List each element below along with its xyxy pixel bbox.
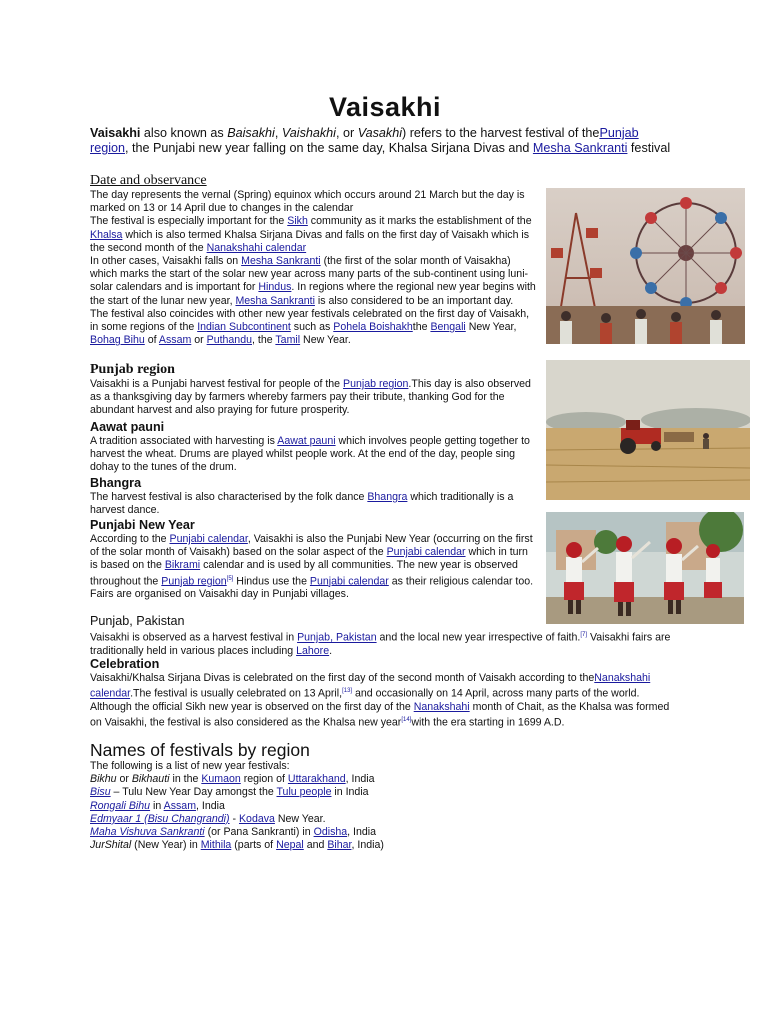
link-maha-vishuva-sankranti[interactable]: Maha Vishuva Sankranti [90,826,205,839]
text: , India [196,799,225,812]
link-hindus[interactable]: Hindus [258,281,292,294]
text: , the Punjabi new year falling on the same day, Khalsa Sirjana Divas and [125,141,533,155]
alt-name: Vaishakhi [281,126,336,140]
link-odisha[interactable]: Odisha [313,826,348,839]
paragraph [90,308,540,348]
text: The harvest festival is also characterised by the folk dance [90,491,368,503]
list-item [90,800,680,813]
text: , [274,126,282,140]
link-assam[interactable]: Assam [158,334,192,347]
link-bikrami[interactable]: Bikrami [164,559,201,572]
link-lahore[interactable]: Lahore [296,644,330,657]
text: or [191,334,207,347]
text: Vaisakhi is a Punjabi harvest festival for people of the [90,378,344,390]
link-punjab-pakistan[interactable]: Punjab, Pakistan [297,631,377,644]
section-bhangra [90,476,540,517]
citation[interactable]: [7] [580,632,588,638]
text: (parts of [231,839,277,852]
text: Bikhauti [131,773,170,786]
text: which traditionally is a harvest dance. [90,491,514,517]
link-punjabi-calendar[interactable]: Punjabi calendar [309,575,389,588]
citation[interactable]: [13] [342,688,353,695]
link-nepal[interactable]: Nepal [276,839,304,852]
text: Vaisakhi is observed as a harvest festival in [90,631,298,644]
text: JurShital [90,839,132,852]
text: - [229,812,239,825]
link-bisu[interactable]: Bisu [90,786,111,799]
text: community as it marks the establishment of the [307,215,532,228]
text: or [116,773,132,786]
text: .The festival is usually celebrated on 13 April, [130,687,343,700]
link-punjabi-calendar[interactable]: Punjabi calendar [386,546,466,559]
link-puthandu[interactable]: Puthandu [206,334,252,347]
link-uttarakhand[interactable]: Uttarakhand [287,773,346,786]
citation[interactable]: [14] [401,717,412,724]
paragraph [90,672,680,730]
list-item [90,786,680,799]
text: The festival is especially important for the [90,215,288,228]
section-heading: Names of festivals by region [90,740,310,760]
text: – Tulu New Year Day amongst the [110,786,277,799]
text: . [329,644,333,657]
alt-name: Vasakhi [357,126,403,140]
text: , India [347,826,377,839]
text: as their religious calendar too. Fairs are organised on Vaisakhi day in Punjabi villages. [90,575,534,601]
text: month of Chait, as the Khalsa was formed on Vaisakhi, the festival is also considered as the Khalsa new year [90,700,670,729]
text: . In regions where the regional new year begins with the start of the lunar new year, [90,281,536,307]
paragraph: The day represents the vernal (Spring) equinox which occurs around 21 March but the day is marked on 13 or 14 April due to changes in the calendar [90,189,525,215]
text: is also considered to be an important day. [314,294,514,307]
text: also known as [140,126,228,140]
list-item [90,826,680,839]
intro-lead: Vaisakhi [90,126,141,140]
text: , the [252,334,276,347]
link-bihar[interactable]: Bihar [327,839,352,852]
link-pohela-boishakh[interactable]: Pohela Boishakh [333,321,413,334]
text: Bikhu [90,773,117,786]
text: and [303,839,328,852]
text: with the era starting in 1699 A.D. [411,716,565,729]
ferris-wheel-fair-photo [546,188,745,344]
text: and the local new year irrespective of faith. [376,631,581,644]
text: which involves people getting together to harvest the wheat. Drums are played whilst people work. At the end of the day, people sing dohay to the tunes of the drum. [90,435,530,474]
list-item [90,773,680,786]
page-title: Vaisakhi [328,92,442,122]
link-rongali-bihu[interactable]: Rongali Bihu [90,799,151,812]
section-date [90,173,540,347]
paragraph [90,491,540,517]
text: such as [290,321,334,334]
text: festival [627,141,671,155]
text: in India [331,786,369,799]
section-heading: Aawat pauni [90,420,165,434]
text: (or Pana Sankranti) in [204,826,314,839]
text: Hindus use the [233,575,310,588]
text: region of [240,773,288,786]
text: in [150,799,164,812]
paragraph [90,378,538,418]
text: , or [335,126,358,140]
citation[interactable]: [5] [226,575,234,582]
paragraph [90,629,680,658]
text: New Year. [300,334,351,347]
paragraph [90,435,530,475]
link-bohag-bihu[interactable]: Bohag Bihu [90,334,145,347]
link-punjab-region[interactable]: Punjab region [90,126,639,155]
text: and occasionally on 14 April, across many parts of the world. Although the official Sikh new year is observed on the first day of the [90,687,640,713]
link-kumaon[interactable]: Kumaon [201,773,241,786]
link-mithila[interactable]: Mithila [200,839,232,852]
link-mesha-sankranti[interactable]: Mesha Sankranti [235,294,315,307]
text: , Vaisakhi is also the Punjabi New Year (occurring on the first of the solar month of Vaisakh) based on the solar aspect of the [90,533,533,559]
section-heading: Celebration [90,657,160,671]
text: which is also termed Khalsa Sirjana Divas and falls on the first day of Vaisakh which is the second month of the [90,228,530,254]
text: Vaisakhi/Khalsa Sirjana Divas is celebrated on the first day of the second month of Vaisakh according to the [90,672,595,684]
link-punjab-region[interactable]: Punjab region [161,575,227,588]
section-names [90,740,680,852]
text: (New Year) in [131,839,201,852]
link-punjab-region[interactable]: Punjab region [343,378,409,390]
section-celebration [90,657,680,730]
text: According to the [90,533,170,545]
link-kodava[interactable]: Kodava [238,812,275,825]
alt-name: Baisakhi [227,126,275,140]
paragraph [90,215,540,255]
text: New Year. [274,812,326,825]
paragraph: The following is a list of new year festivals: [90,760,290,772]
link-mesha-sankranti[interactable]: Mesha Sankranti [241,255,321,268]
text: of [144,334,159,347]
intro-paragraph [90,126,680,156]
link-nanakshahi-calendar[interactable]: Nanakshahi calendar [206,241,307,254]
link-sikh[interactable]: Sikh [287,215,308,228]
link-tamil[interactable]: Tamil [275,334,301,347]
section-heading: Punjab region [90,362,175,377]
link-bengali[interactable]: Bengali [430,321,466,334]
text: The festival also coincides with other new year festivals celebrated on the first day of Vaisakh, in some regions of the [90,307,530,334]
text: , India [345,773,375,786]
section-punjabi-new-year [90,518,535,602]
link-edmyaar[interactable]: Edmyaar 1 (Bisu Changrandi) [90,812,230,825]
text: (the first of the solar month of Vaisakha) which marks the start of the solar new year across many parts of the sub-continent using luni-solar calendars and is important for [90,255,529,294]
paragraph [90,255,540,308]
section-heading: Punjabi New Year [90,518,195,532]
section-heading: Date and observance [90,173,207,188]
text: .This day is also observed as a thanksgiving day by farmers whereby farmers pay their tribute, thanking God for the abundant harvest and also praying for future prosperity. [90,378,531,417]
text: In other cases, Vaisakhi falls on [90,255,242,268]
section-punjab-region [90,362,538,418]
wheat-field-tractor-photo [546,360,750,500]
text: New Year, [465,321,517,334]
list-item [90,839,680,852]
link-indian-subcontinent[interactable]: Indian Subcontinent [197,321,291,334]
link-tulu-people[interactable]: Tulu people [276,786,332,799]
link-khalsa[interactable]: Khalsa [90,228,123,241]
link-nanakshahi-calendar[interactable]: Nanakshahi calendar [90,672,651,700]
link-punjabi-calendar[interactable]: Punjabi calendar [169,533,248,545]
text: calendar and is used by all communities. The new year is observed throughout the [90,559,518,588]
text: in the [169,773,202,786]
link-bhangra[interactable]: Bhangra [367,491,408,503]
link-aawat-pauni[interactable]: Aawat pauni [277,435,336,447]
list-item [90,813,680,826]
text: , India) [351,839,384,852]
text: Vaisakhi fairs are traditionally held in various places including [90,631,671,657]
text: A tradition associated with harvesting is [90,435,278,447]
section-heading: Punjab, Pakistan [90,614,185,628]
section-heading: Bhangra [90,476,142,490]
text: ) refers to the harvest festival of the [402,126,600,140]
link-mesha-sankranti[interactable]: Mesha Sankranti [532,141,628,155]
link-nanakshahi[interactable]: Nanakshahi [413,700,470,713]
section-aawat-pauni [90,420,530,475]
text: which in turn is based on the [90,546,528,572]
text: the [412,321,431,334]
paragraph [90,533,535,602]
link-assam[interactable]: Assam [163,799,197,812]
bhangra-dancers-photo [546,512,744,624]
